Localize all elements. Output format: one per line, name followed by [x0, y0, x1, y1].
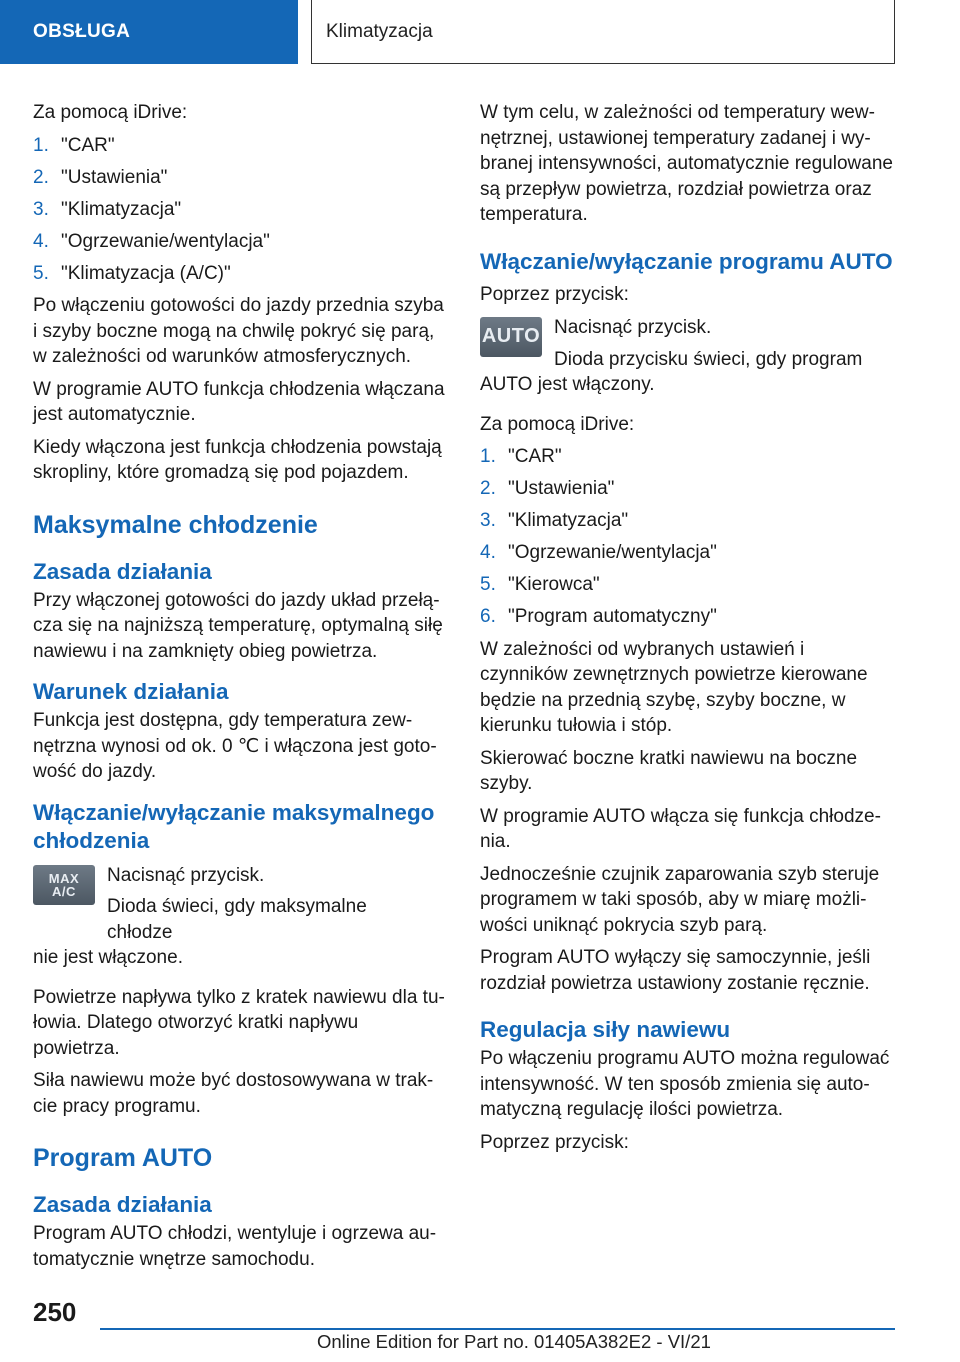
paragraph: Skierować boczne kratki nawiewu na boczne szyby. [480, 747, 858, 794]
paragraph: Jednocześnie czujnik zaparowania szyb steruje programem w taki sposób, aby w miarę możliwości uniknąć pokrycia szyb parą. [480, 863, 880, 936]
list-item [480, 444, 895, 470]
subheading-toggle-max: Włączanie/wyłączanie maksymalnego chłodzenia [33, 799, 435, 853]
list-text: "Program automatyczny" [508, 606, 717, 627]
idrive-steps-list [480, 444, 895, 630]
paragraph: Program AUTO wyłączy się samoczynnie, jeśli rozdział powietrza ustawiony zostanie ręcznie. [480, 947, 871, 994]
list-text: "CAR" [508, 446, 562, 467]
list-item [33, 261, 448, 287]
paragraph: Nacisnąć przycisk. [554, 317, 712, 338]
list-number: 5. [33, 262, 49, 284]
list-item [33, 229, 448, 255]
list-text: "Ogrzewanie/wentylacja" [61, 230, 270, 252]
list-item [480, 540, 895, 566]
paragraph: W tym celu, w zależności od temperatury wewnętrznej, ustawionej temperatury zadanej i wybranej intensywności, automatycznie regulowane są przepływ powietrza, rozdział powietrza oraz temperatura. [480, 102, 893, 225]
button-description [554, 315, 862, 372]
section-heading-auto: Program AUTO [33, 1144, 213, 1172]
list-number: 3. [480, 510, 496, 531]
list-number: 4. [33, 230, 49, 252]
list-text: "CAR" [61, 134, 115, 156]
max-ac-button-row [33, 863, 448, 946]
list-number: 1. [480, 446, 496, 467]
paragraph: Poprzez przycisk: [480, 1131, 629, 1153]
list-item [480, 572, 895, 598]
list-item [480, 604, 895, 630]
subheading-principle: Zasada działania [33, 558, 212, 584]
list-text: "Ogrzewanie/wentylacja" [508, 542, 717, 563]
auto-button-icon: AUTO [480, 317, 542, 357]
list-text: "Ustawienia" [508, 478, 615, 499]
paragraph: W zależności od wybranych ustawień i czynników zewnętrznych powietrze kierowane będzie na przednią szybę, szyby boczne, w kierunku tułowia i stóp. [480, 638, 868, 736]
section-tab [0, 0, 298, 64]
list-text: "Klimatyzacja (A/C)" [61, 262, 231, 284]
paragraph: Za pomocą iDrive: [33, 102, 188, 123]
paragraph: AUTO jest włączony. [480, 374, 655, 395]
right-column [480, 100, 895, 1162]
paragraph: W programie AUTO funkcja chłodzenia włączana jest automatycznie. [33, 378, 445, 425]
list-number: 3. [33, 198, 49, 220]
chapter-title: Klimatyzacja [326, 20, 433, 42]
paragraph: Kiedy włączona jest funkcja chłodzenia powstają skropliny, które gromadzą się pod pojazdem. [33, 436, 442, 483]
max-ac-button-icon [33, 865, 95, 905]
subheading-condition: Warunek działania [33, 679, 229, 704]
list-text: "Klimatyzacja" [61, 198, 182, 220]
edition-footer: Online Edition for Part no. 01405A382E2 - VI/21 [317, 1331, 711, 1352]
idrive-steps-list [33, 133, 448, 287]
paragraph: Poprzez przycisk: [480, 283, 629, 305]
list-number: 2. [33, 166, 49, 188]
paragraph: Dioda przycisku świeci, gdy program [554, 348, 863, 370]
section-title: OBSŁUGA [33, 21, 131, 42]
list-text: "Klimatyzacja" [508, 510, 629, 531]
list-text: "Kierowca" [508, 574, 600, 595]
paragraph: Nacisnąć przycisk. [107, 864, 265, 886]
left-column [33, 100, 448, 1279]
ac-label: A/C [52, 883, 76, 899]
paragraph: Przy włączonej gotowości do jazdy układ przełącza się na najniższą temperaturę, optymalną siłę nawiewu i na zamknięty obieg powietrza. [33, 589, 443, 662]
footer-divider [100, 1328, 895, 1330]
auto-button-row [480, 315, 895, 372]
paragraph: Funkcja jest dostępna, gdy temperatura zewnętrzna wynosi od ok. 0 ℃ i włączona jest gotowość do jazdy. [33, 710, 437, 782]
paragraph: Program AUTO chłodzi, wentyluje i ogrzewa automatycznie wnętrze samochodu. [33, 1223, 437, 1270]
list-number: 4. [480, 542, 496, 563]
subheading-toggle-auto: Włączanie/wyłączanie programu AUTO [480, 248, 893, 274]
paragraph: Po włączeniu gotowości do jazdy przednia szyba i szyby boczne mogą na chwilę pokryć się parą, w zależności od warunków atmosferycznych. [33, 295, 444, 367]
paragraph: Po włączeniu programu AUTO można regulować intensywność. W ten sposób zmienia się automatyczną regulację ilości powietrza. [480, 1048, 890, 1120]
paragraph: Za pomocą iDrive: [480, 413, 635, 435]
list-number: 2. [480, 478, 496, 499]
paragraph: Powietrze napływa tylko z kratek nawiewu dla tułowia. Dlatego otworzyć kratki napływu powietrza. [33, 986, 445, 1059]
paragraph: Siła nawiewu może być dostosowywana w trakcie pracy programu. [33, 1070, 434, 1117]
list-number: 1. [33, 134, 49, 156]
max-label: MAX [48, 870, 80, 886]
paragraph: W programie AUTO włącza się funkcja chłodzenia. [480, 805, 881, 852]
button-description [107, 863, 438, 946]
list-text: "Ustawienia" [61, 166, 168, 188]
chapter-header [311, 0, 895, 64]
list-item [33, 165, 448, 191]
list-item [33, 197, 448, 223]
page-number: 250 [33, 1297, 77, 1327]
list-number: 6. [480, 606, 496, 627]
section-heading-max-cooling: Maksymalne chłodzenie [33, 510, 318, 539]
paragraph: Dioda świeci, gdy maksymalne chłodze [107, 896, 367, 943]
paragraph: nie jest włączone. [33, 947, 183, 968]
list-item [480, 476, 895, 502]
list-number: 5. [480, 574, 496, 595]
list-item [33, 133, 448, 159]
subheading-principle-auto: Zasada działania [33, 1192, 212, 1217]
list-item [480, 508, 895, 534]
subheading-airflow: Regulacja siły nawiewu [480, 1017, 731, 1042]
